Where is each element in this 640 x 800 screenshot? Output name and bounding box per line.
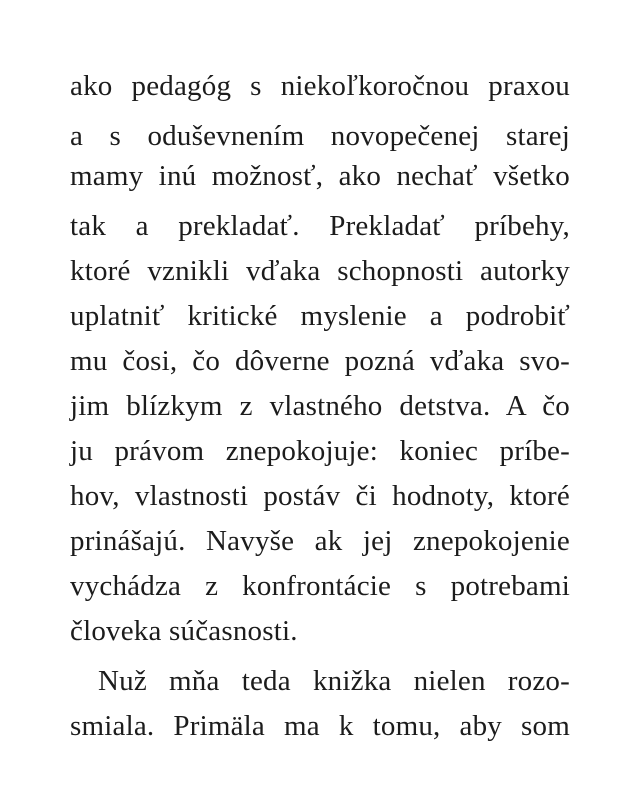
paragraph-1-line-3: mamy inú možnosť, ako nechať všetko xyxy=(70,160,570,192)
paragraph-1-line-11: prinášajú. Navyše ak jej znepokojenie xyxy=(70,525,570,557)
paragraph-1-line-7: mu čosi, čo dôverne pozná vďaka svo- xyxy=(70,345,570,377)
paragraph-1-line-12: vychádza z konfrontácie s potrebami xyxy=(70,570,570,602)
paragraph-1-line-4: tak a prekladať. Prekladať príbehy, xyxy=(70,210,570,242)
paragraph-1-line-9: ju právom znepokojuje: koniec príbe- xyxy=(70,435,570,467)
paragraph-1-line-13: človeka súčasnosti. xyxy=(70,615,298,647)
paragraph-1-line-6: uplatniť kritické myslenie a podrobiť xyxy=(70,300,570,332)
paragraph-2-line-1: Nuž mňa teda knižka nielen rozo- xyxy=(98,665,570,697)
paragraph-1-line-2: a s oduševnením novopečenej starej xyxy=(70,120,570,152)
paragraph-1-line-5: ktoré vznikli vďaka schopnosti autorky xyxy=(70,255,570,287)
paragraph-1-line-1: ako pedagóg s niekoľkoročnou praxou xyxy=(70,70,570,102)
paragraph-1-line-10: hov, vlastnosti postáv či hodnoty, ktoré xyxy=(70,480,570,512)
paragraph-2-line-2: smiala. Primäla ma k tomu, aby som xyxy=(70,710,570,742)
paragraph-1-line-8: jim blízkym z vlastného detstva. A čo xyxy=(70,390,570,422)
